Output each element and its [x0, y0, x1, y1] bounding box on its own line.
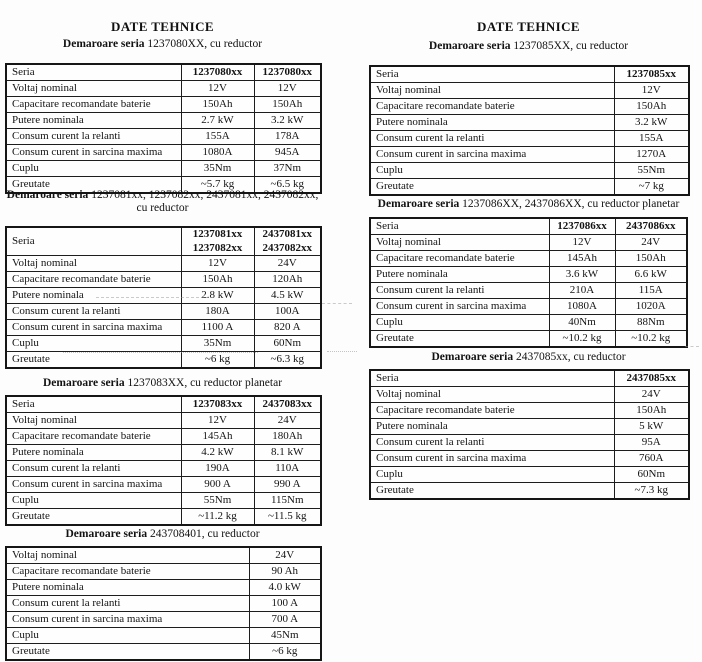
table-row [370, 267, 687, 283]
spec-value-cell: 4.5 kW [254, 288, 321, 304]
spec-value-cell: 12V [614, 83, 689, 99]
series-number: 2437083xx [262, 397, 312, 410]
table-title [369, 40, 688, 53]
series-number: 2437081xx [262, 228, 312, 240]
table-row [370, 163, 689, 179]
spec-label-cell: Putere nominala [6, 580, 249, 596]
table-row [6, 97, 321, 113]
spec-value-cell: 1020A [615, 299, 687, 315]
table-title [5, 189, 320, 215]
spec-value-cell: 115A [615, 283, 687, 299]
spec-label-cell: Cuplu [370, 467, 614, 483]
spec-value-cell: 12V [181, 413, 254, 429]
table-title-lead: Demaroare seria [65, 528, 148, 540]
table-block-1237085 [369, 40, 688, 196]
scan-artifact [322, 303, 352, 304]
table-row [370, 235, 687, 251]
spec-value-cell: 40Nm [549, 315, 615, 331]
spec-value-cell: 190A [181, 461, 254, 477]
spec-label-cell: Cuplu [370, 315, 549, 331]
spec-value-cell: 150Ah [614, 403, 689, 419]
spec-value-cell: 1080A [549, 299, 615, 315]
table-title [369, 351, 688, 364]
spec-value-cell: 700 A [249, 612, 321, 628]
spec-value-cell: 95A [614, 435, 689, 451]
spec-table [5, 63, 322, 194]
spec-label-cell: Consum curent la relanti [6, 461, 181, 477]
spec-label-cell: Capacitare recomandate baterie [6, 564, 249, 580]
series-header-cell [181, 64, 254, 81]
spec-value-cell: 12V [181, 256, 254, 272]
spec-label-cell: Consum curent la relanti [370, 131, 614, 147]
spec-value-cell: 24V [249, 547, 321, 564]
table-row [370, 435, 689, 451]
table-row [370, 299, 687, 315]
spec-value-cell: 120Ah [254, 272, 321, 288]
spec-label-cell: Putere nominala [370, 115, 614, 131]
spec-label-cell: Voltaj nominal [6, 81, 181, 97]
spec-label-cell: Capacitare recomandate baterie [370, 251, 549, 267]
series-number: 1237085xx [626, 67, 676, 80]
series-number: 1237082xx [192, 241, 243, 254]
series-header-cell [615, 218, 687, 235]
spec-value-cell: 145Ah [549, 251, 615, 267]
series-number: 1237083xx [192, 397, 243, 410]
spec-table [5, 546, 322, 661]
spec-value-cell: 3.2 kW [614, 115, 689, 131]
spec-value-cell: 3.2 kW [254, 113, 321, 129]
spec-label-cell: Capacitare recomandate baterie [6, 272, 181, 288]
spec-value-cell: 945A [254, 145, 321, 161]
spec-value-cell: 45Nm [249, 628, 321, 644]
table-row [6, 129, 321, 145]
table-row [6, 445, 321, 461]
table-title-series: 1237085XX, cu reductor [513, 40, 629, 52]
spec-value-cell: 12V [254, 81, 321, 97]
spec-value-cell: 55Nm [181, 493, 254, 509]
spec-label-cell: Consum curent in sarcina maxima [370, 147, 614, 163]
table-row [370, 147, 689, 163]
table-row [370, 179, 689, 196]
table-row [370, 387, 689, 403]
spec-value-cell: 180A [181, 304, 254, 320]
spec-label-cell: Greutate [6, 177, 181, 194]
seria-label-cell: Seria [370, 370, 614, 387]
spec-value-cell: ~6.5 kg [254, 177, 321, 194]
table-row [6, 272, 321, 288]
spec-label-cell: Cuplu [370, 163, 614, 179]
spec-label-cell: Consum curent la relanti [6, 304, 181, 320]
table-title [5, 377, 320, 390]
spec-value-cell: 820 A [254, 320, 321, 336]
spec-label-cell: Voltaj nominal [370, 83, 614, 99]
spec-value-cell: 100 A [249, 596, 321, 612]
spec-label-cell: Voltaj nominal [6, 256, 181, 272]
spec-label-cell: Consum curent la relanti [370, 283, 549, 299]
spec-label-cell: Voltaj nominal [6, 547, 249, 564]
spec-value-cell: 2.8 kW [181, 288, 254, 304]
spec-value-cell: 4.2 kW [181, 445, 254, 461]
spec-label-cell: Capacitare recomandate baterie [6, 97, 181, 113]
spec-value-cell: ~6 kg [181, 352, 254, 369]
table-row [6, 612, 321, 628]
table-row [6, 145, 321, 161]
spec-value-cell: 37Nm [254, 161, 321, 177]
table-row [370, 467, 689, 483]
spec-value-cell: 1080A [181, 145, 254, 161]
spec-value-cell: ~7.3 kg [614, 483, 689, 500]
table-row [6, 564, 321, 580]
table-title-lead: Demaroare seria [62, 38, 145, 50]
table-row [6, 413, 321, 429]
series-number: 1237080xx [262, 65, 312, 78]
seria-label-cell: Seria [6, 227, 181, 256]
table-row [6, 113, 321, 129]
table-row [370, 283, 687, 299]
spec-value-cell: 1100 A [181, 320, 254, 336]
spec-value-cell: 155A [614, 131, 689, 147]
spec-value-cell: 35Nm [181, 336, 254, 352]
page-heading-right: DATE TEHNICE [477, 19, 580, 34]
spec-value-cell: ~10.2 kg [549, 331, 615, 348]
table-title-lead: Demaroare seria [431, 351, 514, 363]
spec-label-cell: Cuplu [6, 161, 181, 177]
scan-artifact [327, 351, 357, 352]
table-title-series: 1237086XX, 2437086XX, cu reductor planetar [462, 198, 680, 210]
spec-table [5, 395, 322, 526]
series-header-cell [614, 370, 689, 387]
seria-label-cell: Seria [370, 218, 549, 235]
spec-value-cell: 88Nm [615, 315, 687, 331]
table-row [6, 461, 321, 477]
table-row [6, 477, 321, 493]
spec-value-cell: 3.6 kW [549, 267, 615, 283]
table-row [370, 115, 689, 131]
table-block-2437085 [369, 351, 688, 500]
spec-label-cell: Consum curent in sarcina maxima [6, 612, 249, 628]
spec-value-cell: ~11.2 kg [181, 509, 254, 526]
spec-label-cell: Greutate [6, 644, 249, 661]
spec-value-cell: 145Ah [181, 429, 254, 445]
spec-value-cell: 12V [181, 81, 254, 97]
spec-value-cell: ~6.3 kg [254, 352, 321, 369]
table-header-row [370, 66, 689, 83]
spec-value-cell: 5 kW [614, 419, 689, 435]
spec-value-cell: 150Ah [614, 99, 689, 115]
spec-value-cell: 24V [614, 387, 689, 403]
spec-label-cell: Putere nominala [6, 113, 181, 129]
table-header-row [6, 227, 321, 256]
table-row [370, 483, 689, 500]
table-row [370, 331, 687, 348]
spec-value-cell: 24V [615, 235, 687, 251]
seria-label-cell: Seria [370, 66, 614, 83]
spec-value-cell: ~5.7 kg [181, 177, 254, 194]
table-row [6, 256, 321, 272]
spec-label-cell: Cuplu [6, 493, 181, 509]
table-title-series: 1237083XX, cu reductor planetar [127, 377, 283, 389]
spec-label-cell: Consum curent in sarcina maxima [6, 320, 181, 336]
spec-value-cell: 110A [254, 461, 321, 477]
spec-table [369, 65, 690, 196]
table-block-1237086 [369, 198, 688, 348]
spec-label-cell: Voltaj nominal [370, 235, 549, 251]
seria-label-cell: Seria [6, 64, 181, 81]
spec-label-cell: Voltaj nominal [370, 387, 614, 403]
table-row [6, 320, 321, 336]
table-row [6, 161, 321, 177]
table-row [370, 451, 689, 467]
spec-value-cell: 12V [549, 235, 615, 251]
spec-value-cell: 100A [254, 304, 321, 320]
table-row [6, 429, 321, 445]
spec-table [369, 369, 690, 500]
table-header-row [6, 64, 321, 81]
spec-label-cell: Capacitare recomandate baterie [370, 403, 614, 419]
table-title-series: 1237081xx, 1237082xx, 2437081xx, 2437082xx, cu reductor [91, 189, 319, 214]
table-row [6, 493, 321, 509]
spec-label-cell: Cuplu [6, 336, 181, 352]
spec-value-cell: 180Ah [254, 429, 321, 445]
table-row [6, 304, 321, 320]
series-header-cell [254, 396, 321, 413]
table-row [6, 336, 321, 352]
spec-label-cell: Consum curent la relanti [370, 435, 614, 451]
seria-label-cell: Seria [6, 396, 181, 413]
table-row [6, 596, 321, 612]
series-number: 1237081xx [192, 228, 243, 240]
spec-label-cell: Greutate [370, 179, 614, 196]
table-row [370, 131, 689, 147]
table-title [5, 38, 320, 51]
table-row [370, 419, 689, 435]
series-header-cell [254, 227, 321, 256]
spec-label-cell: Voltaj nominal [6, 413, 181, 429]
spec-value-cell: 4.0 kW [249, 580, 321, 596]
table-row [6, 580, 321, 596]
series-number: 1237080xx [192, 65, 243, 78]
spec-value-cell: 150Ah [181, 97, 254, 113]
series-number: 2437086xx [626, 219, 676, 232]
spec-value-cell: 24V [254, 413, 321, 429]
table-title-series: 2437085xx, cu reductor [515, 351, 626, 363]
spec-table [369, 217, 688, 348]
spec-value-cell: 6.6 kW [615, 267, 687, 283]
spec-value-cell: 760A [614, 451, 689, 467]
table-title-lead: Demaroare seria [42, 377, 125, 389]
spec-value-cell: ~6 kg [249, 644, 321, 661]
table-row [370, 251, 687, 267]
series-header-cell [549, 218, 615, 235]
spec-label-cell: Greutate [6, 352, 181, 369]
spec-value-cell: ~7 kg [614, 179, 689, 196]
spec-label-cell: Putere nominala [370, 267, 549, 283]
table-title-lead: Demaroare seria [6, 189, 89, 201]
table-title-lead: Demaroare seria [377, 198, 460, 210]
spec-value-cell: 210A [549, 283, 615, 299]
table-header-row [6, 396, 321, 413]
spec-value-cell: 90 Ah [249, 564, 321, 580]
table-block-1237081-82 [5, 189, 320, 369]
spec-value-cell: 2.7 kW [181, 113, 254, 129]
spec-value-cell: 24V [254, 256, 321, 272]
spec-label-cell: Greutate [370, 331, 549, 348]
spec-label-cell: Consum curent in sarcina maxima [370, 299, 549, 315]
spec-value-cell: 150Ah [615, 251, 687, 267]
spec-value-cell: 150Ah [181, 272, 254, 288]
spec-label-cell: Cuplu [6, 628, 249, 644]
spec-value-cell: 8.1 kW [254, 445, 321, 461]
table-row [6, 288, 321, 304]
spec-label-cell: Capacitare recomandate baterie [6, 429, 181, 445]
table-block-1237080 [5, 38, 320, 194]
spec-value-cell: ~10.2 kg [615, 331, 687, 348]
table-row [370, 403, 689, 419]
series-number: 1237086xx [557, 219, 607, 232]
spec-value-cell: 60Nm [254, 336, 321, 352]
table-title [5, 528, 320, 541]
series-number: 2437082xx [262, 241, 312, 254]
series-header-cell [254, 64, 321, 81]
spec-label-cell: Consum curent la relanti [6, 596, 249, 612]
table-title-lead: Demaroare seria [428, 40, 511, 52]
table-row [370, 83, 689, 99]
series-header-cell [614, 66, 689, 83]
spec-label-cell: Consum curent in sarcina maxima [6, 145, 181, 161]
spec-label-cell: Greutate [6, 509, 181, 526]
spec-label-cell: Putere nominala [370, 419, 614, 435]
table-row [6, 547, 321, 564]
table-title-series: 243708401, cu reductor [149, 528, 260, 540]
spec-value-cell: 150Ah [254, 97, 321, 113]
table-header-row [370, 218, 687, 235]
spec-value-cell: 990 A [254, 477, 321, 493]
table-block-243708401 [5, 528, 320, 661]
spec-table [5, 226, 322, 369]
spec-label-cell: Capacitare recomandate baterie [370, 99, 614, 115]
table-row [370, 315, 687, 331]
table-row [6, 352, 321, 369]
table-title [369, 198, 688, 211]
spec-label-cell: Consum curent in sarcina maxima [370, 451, 614, 467]
spec-value-cell: ~11.5 kg [254, 509, 321, 526]
spec-label-cell: Putere nominala [6, 288, 181, 304]
spec-value-cell: 60Nm [614, 467, 689, 483]
table-block-1237083 [5, 377, 320, 526]
table-row [6, 628, 321, 644]
table-row [6, 509, 321, 526]
spec-label-cell: Consum curent la relanti [6, 129, 181, 145]
spec-value-cell: 115Nm [254, 493, 321, 509]
spec-value-cell: 178A [254, 129, 321, 145]
series-header-cell [181, 227, 254, 256]
table-title-series: 1237080XX, cu reductor [147, 38, 263, 50]
table-row [370, 99, 689, 115]
spec-value-cell: 900 A [181, 477, 254, 493]
table-row [6, 644, 321, 661]
spec-label-cell: Putere nominala [6, 445, 181, 461]
series-number: 2437085xx [626, 371, 676, 384]
spec-value-cell: 35Nm [181, 161, 254, 177]
spec-value-cell: 155A [181, 129, 254, 145]
spec-label-cell: Greutate [370, 483, 614, 500]
spec-value-cell: 55Nm [614, 163, 689, 179]
table-row [6, 81, 321, 97]
table-header-row [370, 370, 689, 387]
spec-value-cell: 1270A [614, 147, 689, 163]
series-header-cell [181, 396, 254, 413]
spec-label-cell: Consum curent in sarcina maxima [6, 477, 181, 493]
page-heading-left: DATE TEHNICE [111, 19, 214, 34]
